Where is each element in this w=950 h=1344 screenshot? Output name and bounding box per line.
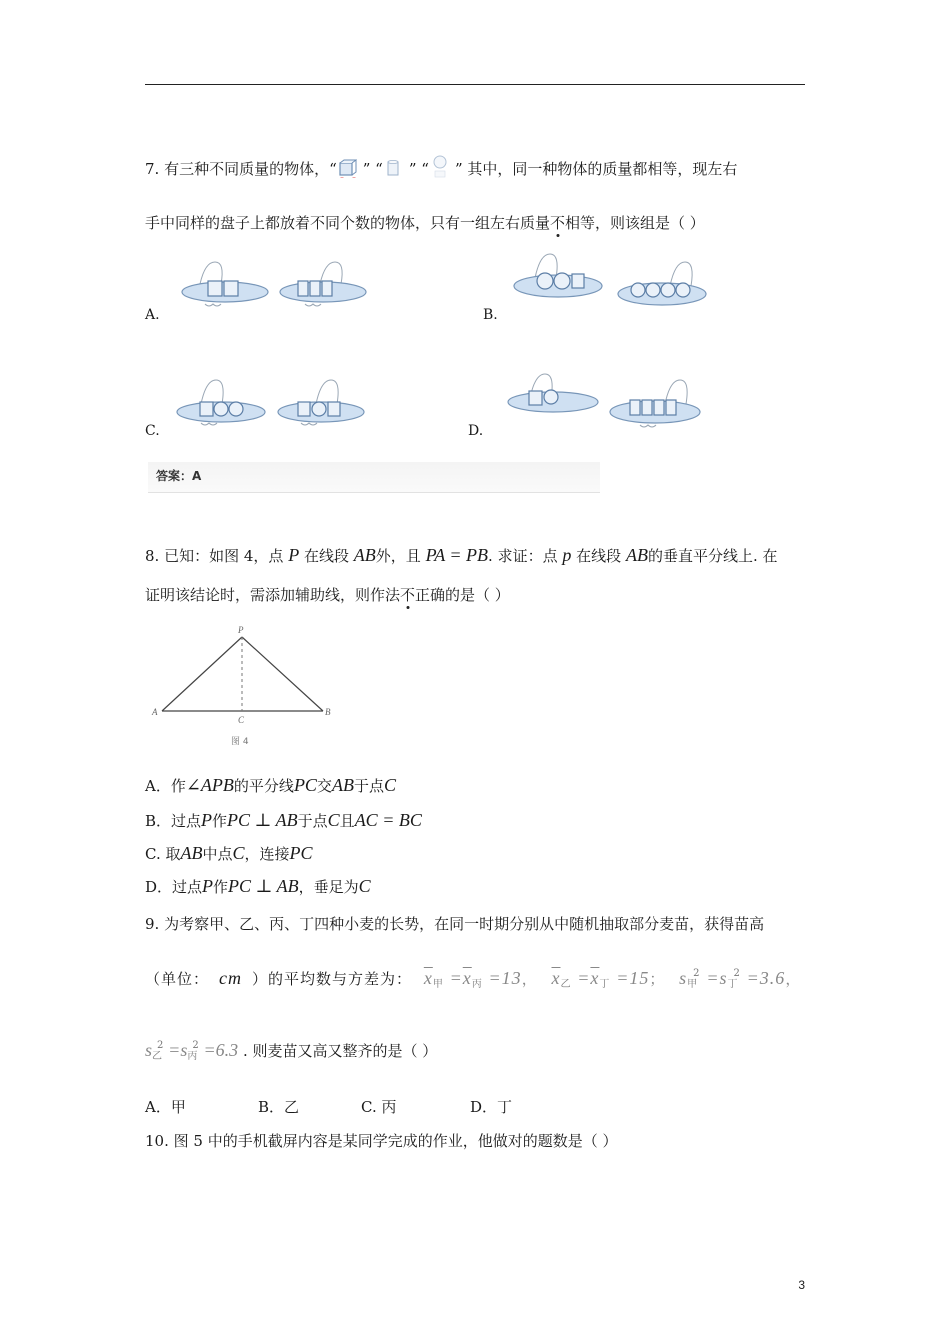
variance-stats: $s_乙^2 =s_丙^2 =6.3$ <box>145 1040 239 1062</box>
page-number: 3 <box>798 1278 805 1292</box>
q8-option-b[interactable]: B．过点P作PC ⊥ AB于点C且AC = BC <box>145 810 422 830</box>
q8-option-c[interactable]: C. 取AB中点C，连接PC <box>145 843 313 863</box>
q9-option-a[interactable]: A．甲 <box>145 1098 186 1116</box>
option-b-label[interactable]: B. <box>483 307 498 323</box>
option-d-label[interactable]: D. <box>468 423 484 439</box>
q8-option-a[interactable]: A．作∠APB的平分线PC交AB于点C <box>145 775 396 795</box>
option-c-image <box>176 374 386 434</box>
q9-option-b[interactable]: B．乙 <box>258 1098 300 1116</box>
label-b: B <box>325 707 331 717</box>
option-d-image <box>505 368 715 438</box>
q8-option-d[interactable]: D．过点P作PC ⊥ AB，垂足为C <box>145 876 371 896</box>
q8-line1: 8. 已知：如图 4，点 P 在线段 AB外，且 PA = PB. 求证：点 p 在线段 AB的垂直平分线上. 在 <box>145 545 778 565</box>
figure-4 <box>145 620 345 755</box>
q9-line1: 9. 为考察甲、乙、丙、丁四种小麦的长势，在同一时期分别从中随机抽取部分麦苗，获得苗高 <box>145 915 765 933</box>
option-a-label[interactable]: A. <box>145 307 160 323</box>
mean-stats: $\overline{x}_甲 =\overline{x}_丙 =13$， $\overline{x}_乙 =\overline{x}_丁 =15$； $s_甲^2 =s_丁^2 =3.6$， <box>423 968 802 990</box>
q8-line2: 证明该结论时，需添加辅助线，则作法不正确的是（ ） <box>145 586 510 604</box>
option-c-label[interactable]: C. <box>145 423 160 439</box>
answer-box <box>148 462 600 493</box>
q7-line1: 7. 有三种不同质量的物体，“ ” “ ” “ ” 其中，同一种物体的质量都相等，现左右 <box>145 155 737 185</box>
q9-option-d[interactable]: D．丁 <box>470 1098 513 1116</box>
label-a: A <box>152 707 158 717</box>
figure-caption: 图 4 <box>231 737 249 747</box>
q9-line3: $s_乙^2 =s_丙^2 =6.3$ . 则麦苗又高又整齐的是（ ） <box>145 1040 438 1062</box>
q7-answer: 答案：A <box>156 469 202 483</box>
q9-line2: （单位： cm ）的平均数与方差为： $\overline{x}_甲 =\overline{x}_丙 =13$， $\overline{x}_乙 =\overline{x}_丁 =15$； $s_甲^2 =s_丁^2 =3.6$， <box>145 968 802 990</box>
header-rule <box>145 84 805 85</box>
q9-option-c[interactable]: C. 丙 <box>361 1098 397 1116</box>
label-c: C <box>238 715 245 725</box>
sphere-icon <box>429 155 455 185</box>
option-a-image <box>180 254 390 314</box>
option-b-image <box>510 248 720 318</box>
q7-line2: 手中同样的盘子上都放着不同个数的物体，只有一组左右质量不相等，则该组是（ ） <box>145 214 705 232</box>
cylinder-icon <box>383 158 409 182</box>
q10-line1: 10. 图 5 中的手机截屏内容是某同学完成的作业，他做对的题数是（ ） <box>145 1132 618 1150</box>
label-p: P <box>238 625 244 635</box>
cube-icon <box>337 158 363 182</box>
